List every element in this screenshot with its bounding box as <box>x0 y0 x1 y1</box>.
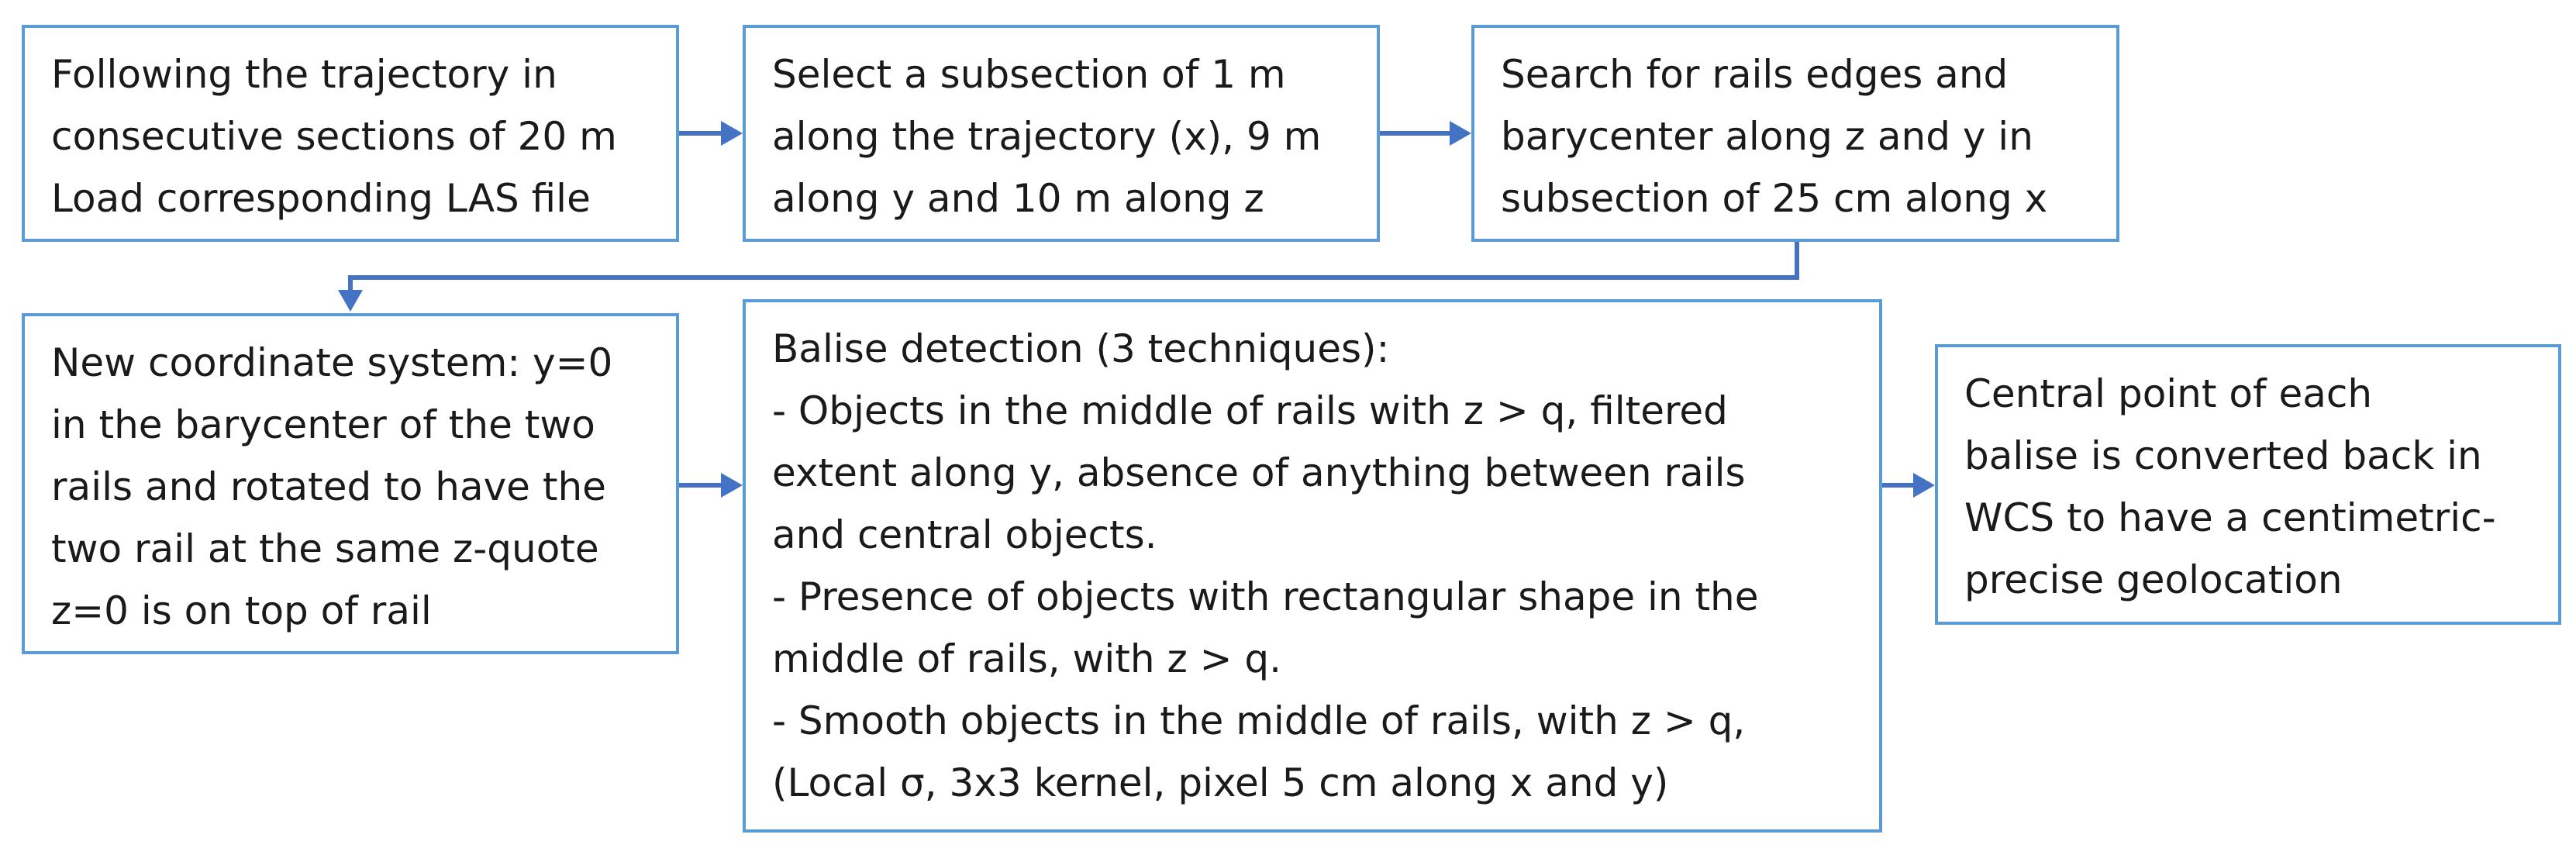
step4-box <box>22 313 679 654</box>
step5-line-2: - Objects in the middle of rails with z > q, filtered <box>772 388 1728 433</box>
step3-line-2: barycenter along z and y in <box>1501 114 2033 159</box>
step3-box <box>1471 25 2119 242</box>
step3-line-3: subsection of 25 cm along x <box>1501 176 2048 221</box>
arrowhead-step4-to-step5 <box>721 473 743 498</box>
arrowhead-step2-to-step3 <box>1450 121 1471 146</box>
step6-line-4: precise geolocation <box>1964 557 2343 602</box>
step5-line-7: - Smooth objects in the middle of rails, with z > q, <box>772 698 1746 743</box>
arrowhead-step3-to-step4 <box>338 290 363 312</box>
step2-line-2: along the trajectory (x), 9 m <box>772 114 1322 159</box>
step5-line-5: - Presence of objects with rectangular shape in the <box>772 574 1759 619</box>
step5-line-4: and central objects. <box>772 512 1157 557</box>
step4-line-1: New coordinate system: y=0 <box>51 340 613 385</box>
step4-line-3: rails and rotated to have the <box>51 464 606 509</box>
step5-line-1: Balise detection (3 techniques): <box>772 326 1390 371</box>
step1-line-3: Load corresponding LAS file <box>51 176 591 221</box>
step1-box <box>22 25 679 242</box>
step2-line-1: Select a subsection of 1 m <box>772 52 1286 97</box>
step6-line-3: WCS to have a centimetric- <box>1964 495 2496 540</box>
step5-line-6: middle of rails, with z > q. <box>772 636 1282 681</box>
step2-line-3: along y and 10 m along z <box>772 176 1264 221</box>
step6-line-1: Central point of each <box>1964 371 2373 416</box>
step3-line-1: Search for rails edges and <box>1501 52 2009 97</box>
step6-box <box>1935 344 2561 625</box>
step5-line-8: (Local σ, 3x3 kernel, pixel 5 cm along x and y) <box>772 760 1669 805</box>
arrowhead-step5-to-step6 <box>1913 473 1935 498</box>
step4-line-4: two rail at the same z-quote <box>51 526 599 571</box>
step4-line-5: z=0 is on top of rail <box>51 588 432 633</box>
step4-line-2: in the barycenter of the two <box>51 402 595 447</box>
step1-line-2: consecutive sections of 20 m <box>51 114 617 159</box>
step5-line-3: extent along y, absence of anything between rails <box>772 450 1746 495</box>
step1-line-1: Following the trajectory in <box>51 52 557 97</box>
step6-line-2: balise is converted back in <box>1964 433 2482 478</box>
arrowhead-step1-to-step2 <box>721 121 743 146</box>
arrow-step3-to-step4 <box>350 242 1797 298</box>
step2-box <box>743 25 1380 242</box>
step5-box <box>743 299 1882 833</box>
